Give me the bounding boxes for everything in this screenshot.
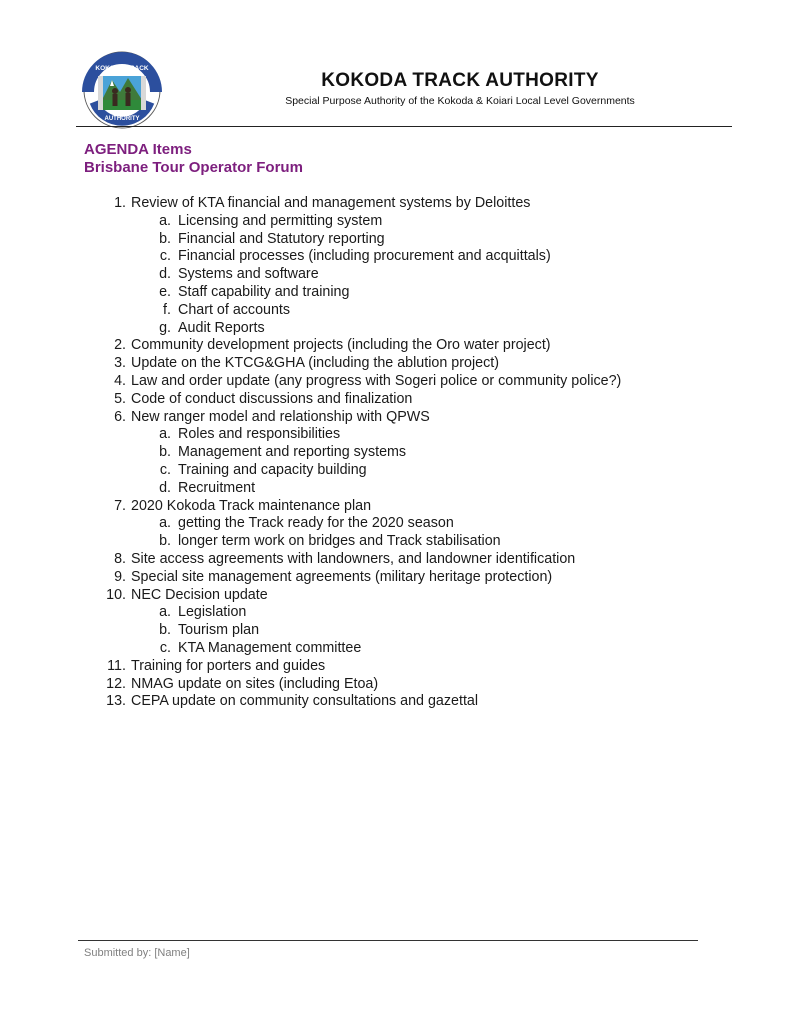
- agenda-subitem-number: d.: [159, 479, 171, 496]
- agenda-item: [0, 551, 794, 569]
- agenda-subitem-number: b.: [159, 230, 171, 247]
- agenda-item: [0, 409, 794, 427]
- agenda-item: [0, 676, 794, 694]
- agenda-item-number: 3.: [114, 355, 126, 372]
- agenda-item: [0, 658, 794, 676]
- agenda-item: [0, 391, 794, 409]
- agenda-item-number: 2.: [114, 337, 126, 354]
- agenda-heading: [84, 141, 303, 177]
- agenda-item-number: 8.: [114, 550, 126, 567]
- agenda-subitem: [0, 480, 794, 498]
- agenda-item-text: Special site management agreements (military heritage protection): [131, 568, 553, 585]
- agenda-subitem-text: Roles and responsibilities: [178, 426, 341, 443]
- agenda-item-text: Training for porters and guides: [131, 657, 326, 674]
- agenda-subitem-number: a.: [159, 515, 171, 532]
- agenda-item-text: Site access agreements with landowners, and landowner identification: [131, 550, 576, 567]
- agenda-subitem: [0, 462, 794, 480]
- agenda-subitem-text: Tourism plan: [178, 622, 260, 639]
- agenda-item-number: 13.: [106, 693, 126, 710]
- agenda-subitem-number: a.: [159, 426, 171, 443]
- agenda-subitem-number: d.: [159, 266, 171, 283]
- agenda-item-number: 9.: [114, 568, 126, 585]
- agenda-title: AGENDA Items: [84, 141, 192, 158]
- agenda-subitem-text: Licensing and permitting system: [178, 212, 383, 229]
- agenda-item-text: New ranger model and relationship with QPWS: [131, 408, 430, 425]
- footer-divider: [78, 940, 698, 941]
- kokoda-track-authority-logo-icon: [80, 50, 164, 130]
- agenda-item: [0, 195, 794, 213]
- agenda-item: [0, 355, 794, 373]
- agenda-subitem: [0, 604, 794, 622]
- agenda-subitem-text: KTA Management committee: [178, 639, 362, 656]
- agenda-item-number: 10.: [106, 586, 126, 603]
- agenda-subitem-number: f.: [163, 301, 171, 318]
- agenda-subitem-number: c.: [159, 639, 171, 656]
- agenda-subitem-number: e.: [159, 283, 171, 300]
- agenda-item: [0, 337, 794, 355]
- agenda-subitem-text: longer term work on bridges and Track stabilisation: [178, 533, 501, 550]
- agenda-subitem-text: getting the Track ready for the 2020 season: [178, 515, 454, 532]
- agenda-subitem-text: Management and reporting systems: [178, 444, 407, 461]
- agenda-item-number: 12.: [106, 675, 126, 692]
- agenda-item-number: 7.: [114, 497, 126, 514]
- agenda-item-number: 6.: [114, 408, 126, 425]
- agenda-subitem: [0, 231, 794, 249]
- logo-text-bottom: AUTHORITY: [104, 116, 140, 122]
- organization-subtitle: Special Purpose Authority of the Kokoda & Koiari Local Level Governments: [285, 95, 635, 107]
- agenda-subitem-text: Training and capacity building: [178, 461, 367, 478]
- agenda-subitem-text: Recruitment: [178, 479, 256, 496]
- agenda-subitem: [0, 213, 794, 231]
- agenda-subitem-number: a.: [159, 212, 171, 229]
- agenda-item-text: 2020 Kokoda Track maintenance plan: [131, 497, 372, 514]
- agenda-subitem-number: g.: [159, 319, 171, 336]
- agenda-item-number: 11.: [107, 657, 126, 674]
- agenda-subitem: [0, 515, 794, 533]
- agenda-subitem: [0, 302, 794, 320]
- agenda-item-text: NEC Decision update: [131, 586, 268, 603]
- agenda-subitem: [0, 284, 794, 302]
- agenda-item: [0, 569, 794, 587]
- agenda-subitem-number: b.: [159, 444, 171, 461]
- agenda-subitem-number: a.: [159, 604, 171, 621]
- agenda-item-number: 4.: [114, 372, 126, 389]
- agenda-subitem-text: Staff capability and training: [178, 283, 350, 300]
- agenda-subitem-number: c.: [159, 461, 171, 478]
- agenda-subitem-number: b.: [159, 622, 171, 639]
- agenda-subitem: [0, 533, 794, 551]
- agenda-subitem-text: Financial and Statutory reporting: [178, 230, 385, 247]
- forum-title: Brisbane Tour Operator Forum: [84, 159, 303, 176]
- agenda-item-text: Community development projects (including the Oro water project): [131, 337, 551, 354]
- organization-title: KOKODA TRACK AUTHORITY: [321, 70, 599, 91]
- agenda-subitem: [0, 320, 794, 338]
- agenda-item-text: Law and order update (any progress with Sogeri police or community police?): [131, 372, 622, 389]
- agenda-item-text: Code of conduct discussions and finalization: [131, 390, 413, 407]
- agenda-item-text: Update on the KTCG&GHA (including the ablution project): [131, 355, 499, 372]
- submitted-by: Submitted by: [Name]: [84, 947, 190, 959]
- header-divider: [76, 126, 732, 127]
- agenda-subitem: [0, 266, 794, 284]
- agenda-subitem-number: c.: [159, 248, 171, 265]
- agenda-subitem-text: Systems and software: [178, 266, 319, 283]
- agenda-subitem: [0, 622, 794, 640]
- agenda-subitem: [0, 248, 794, 266]
- agenda-item: [0, 498, 794, 516]
- agenda-subitem: [0, 426, 794, 444]
- agenda-subitem-text: Audit Reports: [178, 319, 265, 336]
- agenda-item-number: 1.: [114, 195, 126, 211]
- agenda-subitem: [0, 640, 794, 658]
- agenda-item-text: CEPA update on community consultations and gazettal: [131, 693, 479, 710]
- logo-text-top: KOKODA TRACK: [95, 65, 149, 72]
- agenda-item: [0, 373, 794, 391]
- agenda-subitem-text: Financial processes (including procurement and acquittals): [178, 248, 551, 265]
- agenda-subitem-text: Legislation: [178, 604, 247, 621]
- agenda-item-text: Review of KTA financial and management systems by Deloittes: [131, 195, 531, 211]
- agenda-item-text: NMAG update on sites (including Etoa): [131, 675, 379, 692]
- agenda-subitem-number: b.: [159, 533, 171, 550]
- agenda-item: [0, 587, 794, 605]
- agenda-item-number: 5.: [114, 390, 126, 407]
- agenda-list: [0, 195, 794, 711]
- agenda-subitem: [0, 444, 794, 462]
- agenda-item: [0, 693, 794, 711]
- agenda-subitem-text: Chart of accounts: [178, 301, 291, 318]
